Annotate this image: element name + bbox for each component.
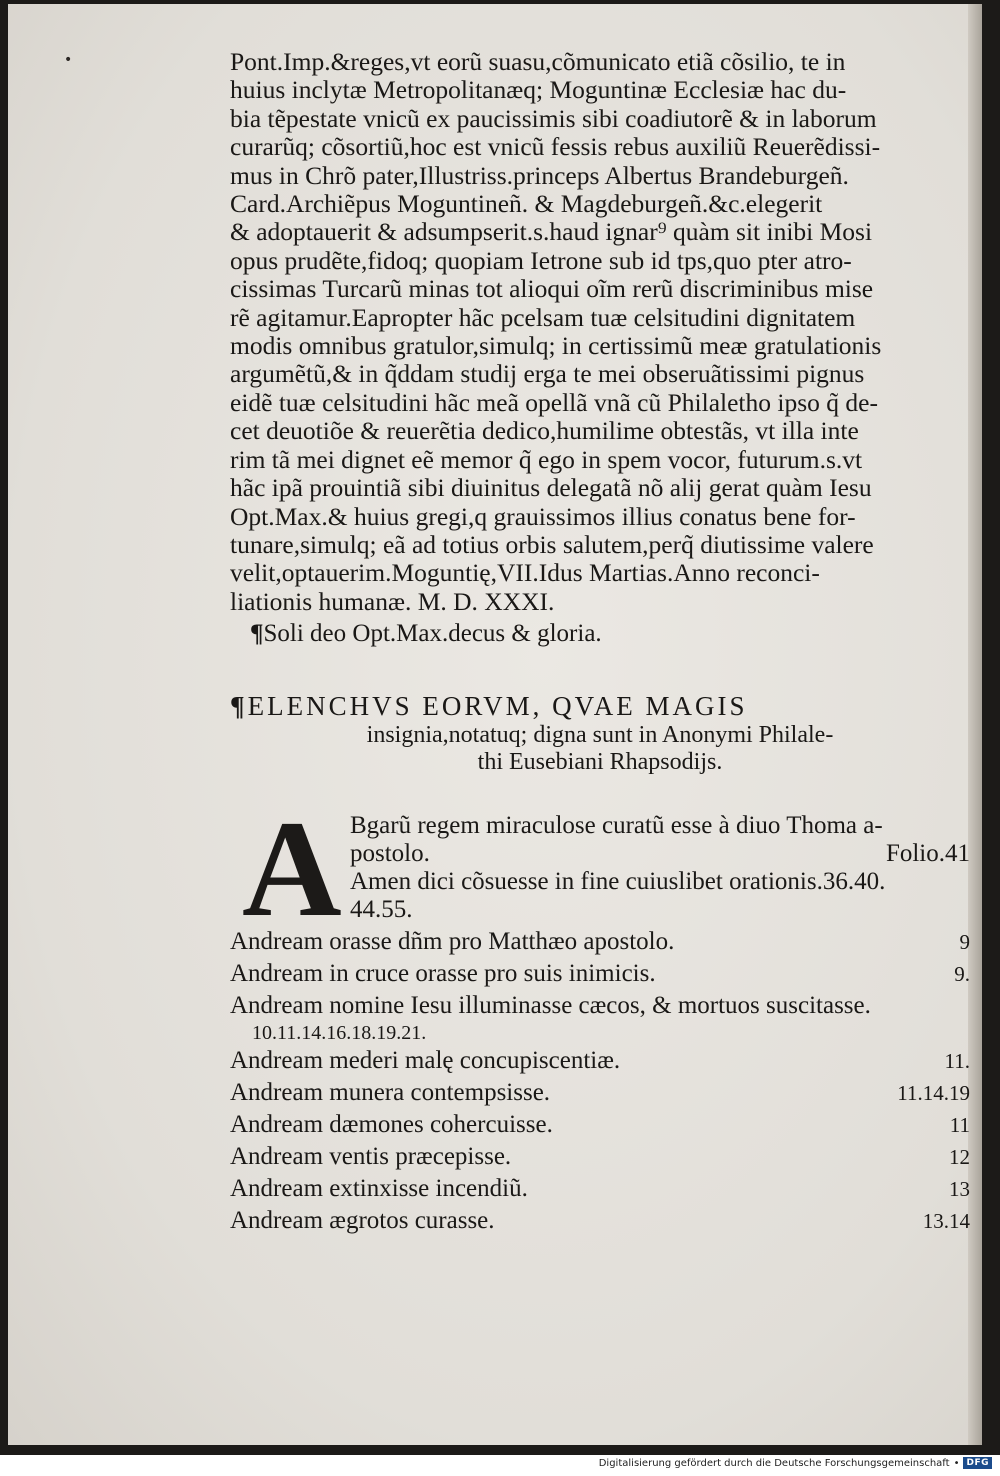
closing-line [230,620,970,648]
pilcrow-icon: ¶ [230,691,248,722]
entry-text: Andream ventis præcepisse. [230,1143,512,1171]
index-entry [230,1077,970,1109]
entry-pages: 9. [954,962,970,987]
first-entry-line [350,896,970,924]
body-line: cet deuotiõe & reuerẽtia dedico,humilime obtestãs, vt illa inte [230,416,859,446]
index-entry [230,958,970,990]
first-entry-text: Bgarũ regem miraculose curatũ esse à diuo Thoma a- [350,812,883,840]
entry-pages: 9 [959,930,970,955]
entry-text: Andream ægrotos curasse. [230,1207,495,1235]
body-line: & adoptauerit & adsumpserit.s.haud ignar⁹ quàm sit inibi Mosi [230,217,873,247]
entry-pages: 11. [944,1049,970,1074]
first-entry-text: 44.55. [350,896,413,924]
body-line: mus in Chrõ pater,Illustriss.princeps Albertus Brandeburgeñ. [230,160,849,190]
entry-pages: 13.14 [922,1209,970,1234]
footer-separator: • [953,1457,960,1469]
closing-text: Soli deo Opt.Max.decus & gloria. [263,620,602,648]
body-line: argumẽtũ,& in q̃ddam studij erga te mei obseruãtissimi pignus [230,359,865,389]
corner-mark: • [64,52,73,68]
entry-text: Andream mederi malę concupiscentiæ. [230,1047,621,1075]
index-entry [230,1205,970,1237]
dfg-logo-icon: DFG [963,1457,992,1469]
entry-text: Andream munera contempsisse. [230,1079,551,1107]
body-line: cissimas Turcarũ minas tot alioqui oĩm rerũ discriminibus mise [230,274,874,304]
body-line: rim tã mei dignet eẽ memor q̃ ego in spem vocor, futurum.s.vt [230,444,863,474]
pilcrow-icon: ¶ [250,620,264,648]
index-list [230,792,970,1237]
page-edge [968,4,982,1445]
heading-line-2: insignia,notatuq; digna sunt in Anonymi Philale- [366,722,834,749]
digitization-footer [599,1454,992,1472]
dedication-paragraph [230,48,970,616]
first-entry-line [350,868,970,896]
body-line: velit,optauerim.Moguntię,VII.Idus Martias.Anno reconci- [230,558,820,588]
book-page [8,4,982,1445]
entry-pages: 13 [949,1177,970,1202]
body-line: rẽ agitamur.Eapropter hãc pcelsam tuæ celsitudini dignitatem [230,302,856,332]
index-heading [230,690,970,776]
first-entry-pages: Folio.41 [885,840,970,868]
entry-pages: 11.14.19 [897,1081,970,1106]
heading-line-3: thi Eusebiani Rhapsodijs. [477,749,723,776]
body-line: opus prudẽte,fidoq; quopiam Ietrone sub id tps,quo pter atro- [230,245,852,275]
index-entry [230,1045,970,1077]
first-entry-text: postolo. [350,840,430,868]
footer-text: Digitalisierung gefördert durch die Deutsche Forschungsgemeinschaft [598,1457,950,1469]
body-line: Card.Archiẽpus Moguntineñ. & Magdeburgeñ.&c.elegerit [230,189,823,219]
entry-pages: 12 [949,1145,970,1170]
entry-text: Andream orasse dñm pro Matthæo apostolo. [230,928,675,956]
index-entry [230,1109,970,1141]
entry-text: Andream nomine Iesu illuminasse cæcos, & mortuos suscitasse. [230,992,871,1020]
text-block [230,48,970,1237]
body-line: Opt.Max.& huius gregi,q grauissimos illius conatus bene for- [230,501,856,531]
entry-continuation: 10.11.14.16.18.19.21. [252,1022,427,1045]
entry-text: Andream dæmones cohercuisse. [230,1111,553,1139]
first-entry-line [350,840,970,868]
first-entry-text: Amen dici cõsuesse in fine cuiuslibet orationis.36.40. [350,868,886,896]
index-entry [230,1141,970,1173]
entry-pages: 11 [949,1113,970,1138]
body-line: eidẽ tuæ celsitudini hãc meã opellã vnã cũ Philaletho ipso q̃ de- [230,387,878,417]
heading-caps-text: ELENCHVS EORVM, QVAE MAGIS [247,691,748,722]
entry-text: Andream in cruce orasse pro suis inimicis. [230,960,656,988]
heading-caps-line [230,690,970,722]
body-line: Pont.Imp.&reges,vt eorũ suasu,cõmunicato etiã cõsilio, te in [230,47,846,76]
body-line: modis omnibus gratulor,simulq; in certissimũ meæ gratulationis [230,331,882,361]
body-line: bia tẽpestate vnicũ ex paucissimis sibi coadiutorẽ & in laborum [230,103,877,133]
first-entry-line [350,812,970,840]
entry-text: Andream extinxisse incendiũ. [230,1175,528,1203]
body-line: huius inclytæ Metropolitanæq; Moguntinæ Ecclesiæ hac du- [230,75,847,105]
index-entries [230,926,970,1237]
index-entry [230,990,970,1021]
body-line: liationis humanæ. M. D. XXXI. [230,586,555,616]
body-line: tunare,simulq; eã ad totius orbis salutem,perq̃ diutissime valere [230,529,874,559]
index-entry [230,1173,970,1205]
body-line: hãc ipã prouintiã sibi diuinitus delegatã nõ alij gerat quàm Iesu [230,473,872,503]
drop-cap-letter: A [242,792,342,946]
body-line: curarũq; cõsortiũ,hoc est vnicũ fessis rebus auxiliũ Reuerẽdissi- [230,132,881,162]
